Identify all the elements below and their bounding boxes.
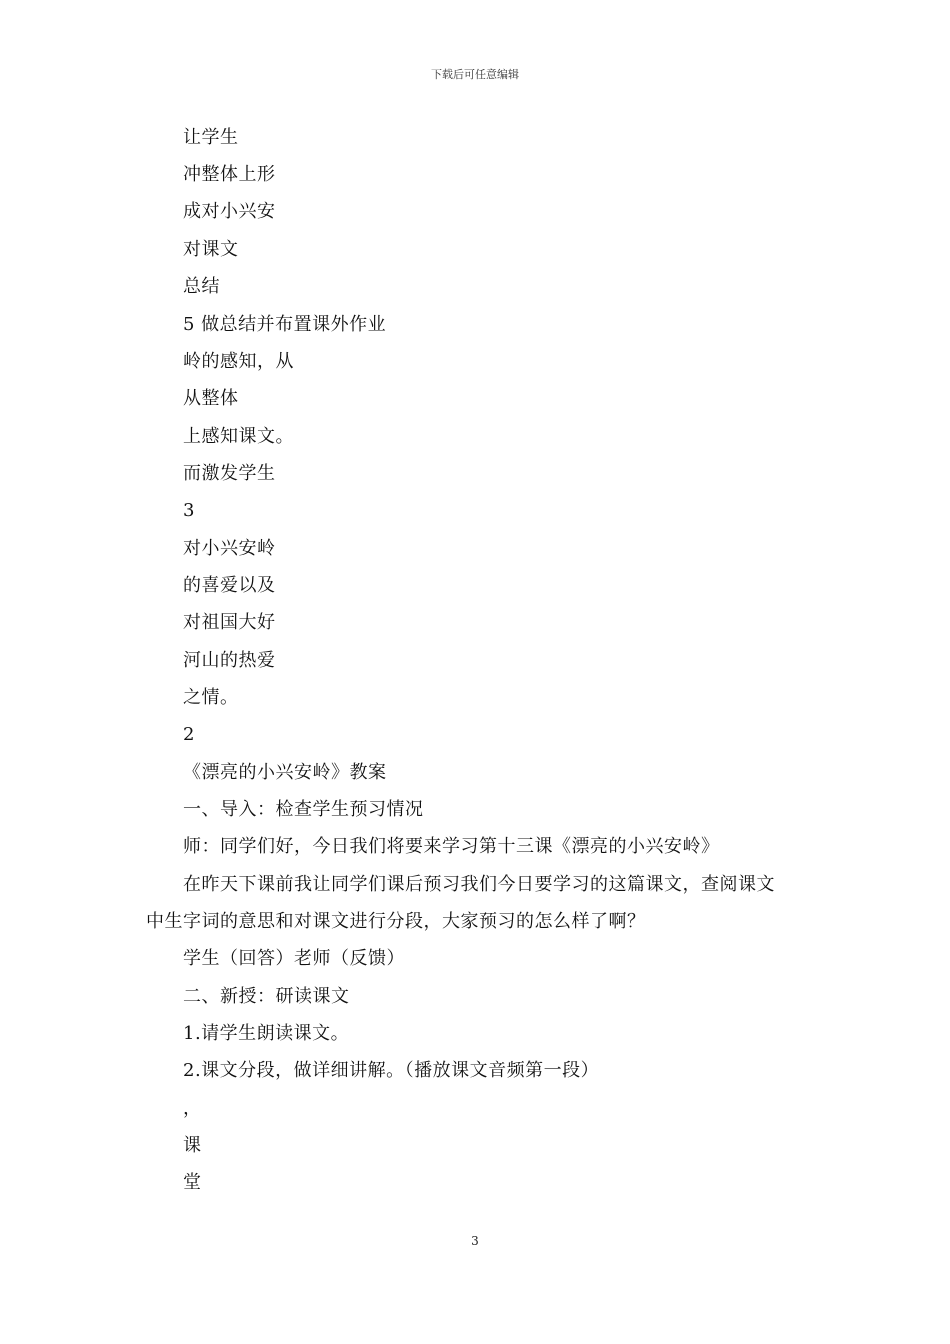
page-number: 3: [471, 1234, 479, 1248]
text-line: 之情。: [183, 687, 239, 708]
text-line: 5 做总结并布置课外作业: [183, 314, 387, 335]
text-line: ，: [183, 1098, 202, 1119]
text-line: 学生（回答）老师（反馈）: [183, 948, 405, 969]
section-heading: 二、新授：研读课文: [183, 986, 350, 1007]
text-line: 河山的热爱: [183, 650, 276, 671]
text-line: 而激发学生: [183, 463, 276, 484]
text-line: 成对小兴安: [183, 201, 276, 222]
text-line: 冲整体上形: [183, 164, 276, 185]
text-line: 的喜爱以及: [183, 575, 276, 596]
text-line: 1.请学生朗读课文。: [183, 1023, 350, 1044]
text-line: 2.课文分段，做详细讲解。（播放课文音频第一段）: [183, 1060, 600, 1081]
text-line: 3: [183, 500, 195, 521]
text-line: 上感知课文。: [183, 426, 294, 447]
text-line: 课: [183, 1135, 202, 1156]
text-line: 总结: [183, 276, 220, 297]
text-line: 对课文: [183, 239, 239, 260]
text-line: 从整体: [183, 388, 239, 409]
text-line: 2: [183, 724, 195, 745]
text-line: 在昨天下课前我让同学们课后预习我们今日要学习的这篇课文，查阅课文: [183, 874, 775, 895]
text-line: 对祖国大好: [183, 612, 276, 633]
text-line: 师：同学们好，今日我们将要来学习第十三课《漂亮的小兴安岭》: [183, 836, 720, 857]
text-line: 岭的感知，从: [183, 351, 294, 372]
text-line: 让学生: [183, 127, 239, 148]
text-line: 中生字词的意思和对课文进行分段，大家预习的怎么样了啊？: [146, 911, 646, 932]
section-heading: 一、导入：检查学生预习情况: [183, 799, 424, 820]
document-title: 《漂亮的小兴安岭》教案: [183, 762, 387, 783]
text-line: 堂: [183, 1172, 202, 1193]
text-line: 对小兴安岭: [183, 538, 276, 559]
page-header: 下载后可任意编辑: [431, 68, 519, 81]
